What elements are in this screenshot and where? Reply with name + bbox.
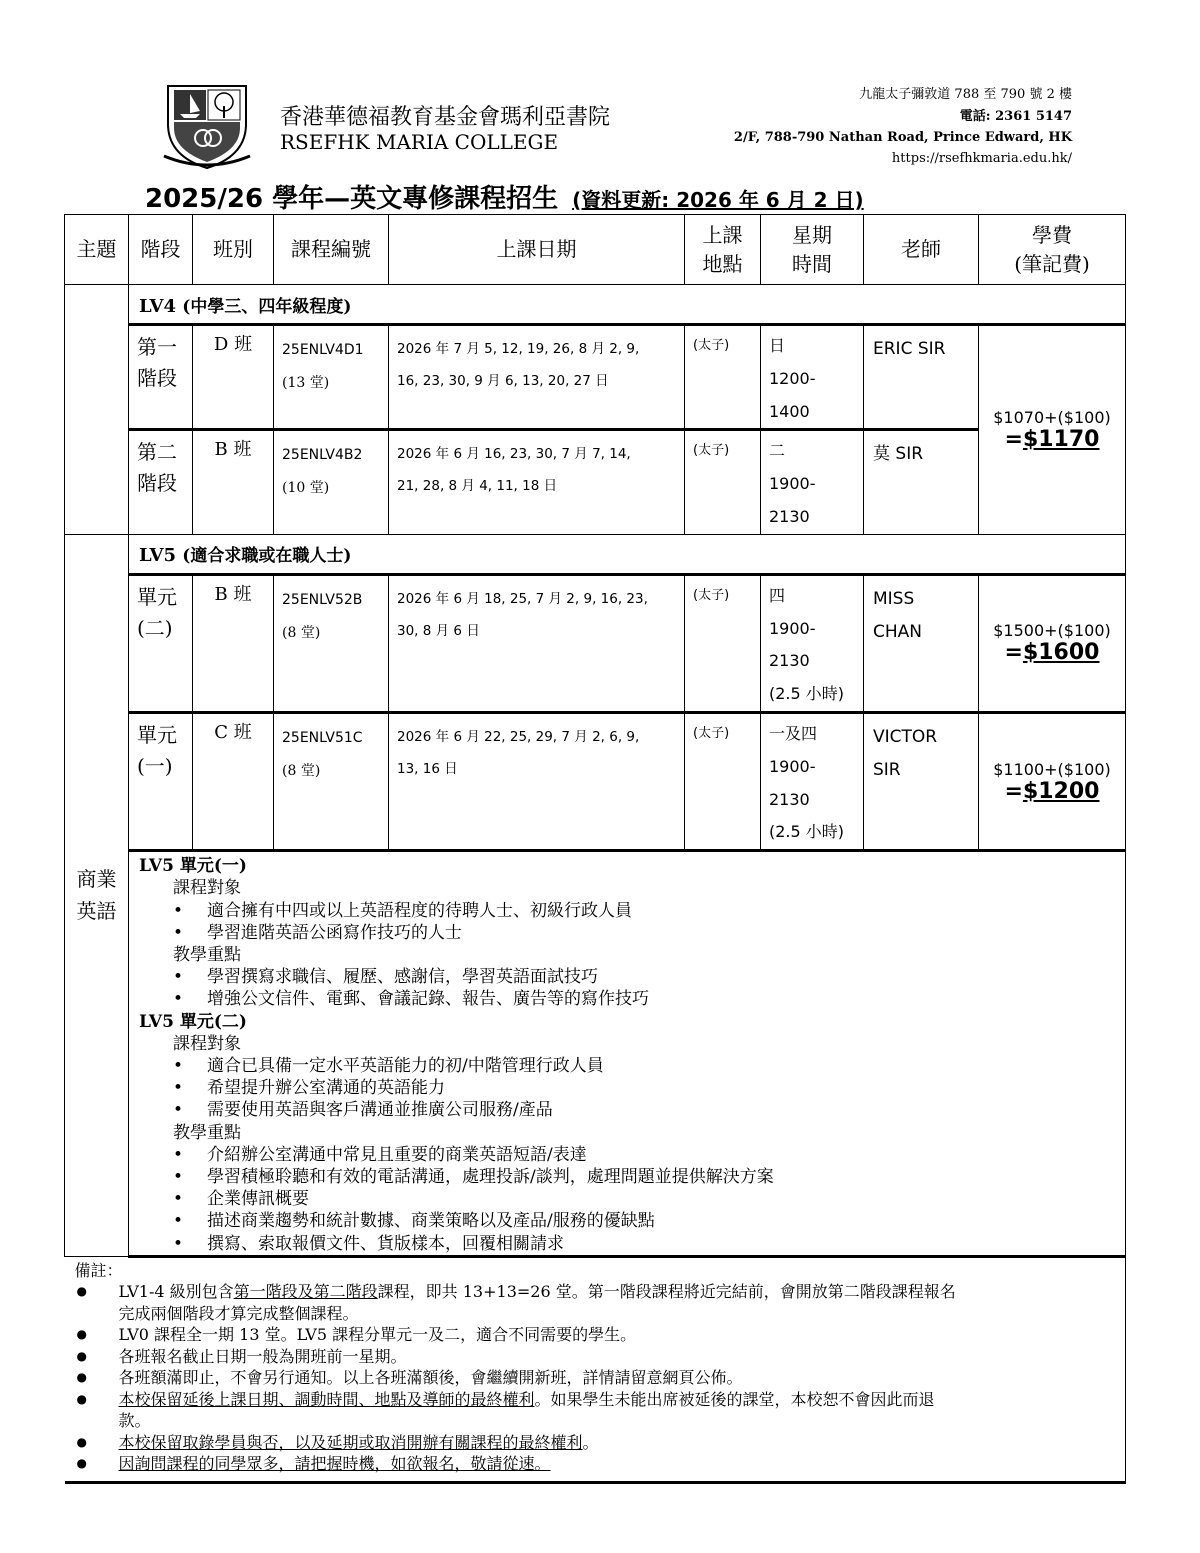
- class-cell: B 班: [193, 574, 274, 712]
- course-description: [129, 851, 1126, 1257]
- unit1-title: LV5 單元(一): [139, 856, 247, 877]
- table-row: [65, 712, 1126, 850]
- address-english: 2/F, 788-790 Nathan Road, Prince Edward, HK: [733, 130, 1072, 145]
- stage-cell: 單元 (二): [129, 574, 193, 712]
- note-item: ● 因詢問課程的同學眾多，請把握時機，如欲報名，敬請從速。: [119, 1453, 1126, 1475]
- list-item: • 希望提升辦公室溝通的英語能力: [207, 1077, 1115, 1099]
- note-item: ● 各班額滿即止，不會另行通知。以上各班滿額後，會繼續開新班，詳情請留意網頁公佈。: [119, 1367, 1126, 1389]
- header-topic: 主題: [65, 215, 129, 285]
- stage-cell: 第一 階段: [129, 325, 193, 430]
- fee-cell: $1100+($100) =$1200: [979, 712, 1126, 850]
- code-cell: 25ENLV4D1 (13 堂): [274, 325, 389, 430]
- unit2-target-title: 課程對象: [173, 1033, 241, 1054]
- dates-cell: 2026 年 7 月 5, 12, 19, 26, 8 月 2, 9, 16, 23, 30, 9 月 6, 13, 20, 27 日: [389, 325, 685, 430]
- notes-row: [65, 1256, 1126, 1482]
- stage-cell: 單元 (一): [129, 712, 193, 850]
- teacher-cell: MISS CHAN: [864, 574, 979, 712]
- table-header-row: [65, 215, 1126, 285]
- note-item: ● 本校保留延後上課日期、調動時間、地點及導師的最終權利。如果學生未能出席被延後的課堂，本校恕不會因此而退 款。: [119, 1389, 1126, 1432]
- list-item: • 學習撰寫求職信、履歷、感謝信，學習英語面試技巧: [207, 966, 1115, 988]
- unit1-focus-title: 教學重點: [173, 944, 241, 965]
- update-date: (資料更新: 2026 年 6 月 2 日): [572, 188, 864, 212]
- school-name-chinese: 香港華德福教育基金會瑪利亞書院: [280, 105, 611, 130]
- code-cell: 25ENLV51C (8 堂): [274, 712, 389, 850]
- class-cell: C 班: [193, 712, 274, 850]
- header-stage: 階段: [129, 215, 193, 285]
- table-row: [65, 574, 1126, 712]
- header-class: 班別: [193, 215, 274, 285]
- header-time: 星期 時間: [761, 215, 864, 285]
- list-item: • 適合已具備一定水平英語能力的初/中階管理行政人員: [207, 1055, 1115, 1077]
- note-item: ● 各班報名截止日期一般為開班前一星期。: [119, 1346, 1126, 1368]
- teacher-cell: VICTOR SIR: [864, 712, 979, 850]
- location-cell: (太子): [685, 574, 761, 712]
- lv4-section-label: LV4 (中學三、四年級程度): [129, 285, 1126, 325]
- class-cell: B 班: [193, 430, 274, 534]
- location-cell: (太子): [685, 325, 761, 430]
- phone: 電話: 2361 5147: [959, 109, 1072, 124]
- course-description-row: [65, 851, 1126, 1257]
- class-cell: D 班: [193, 325, 274, 430]
- lv5-section-label: LV5 (適合求職或在職人士): [129, 534, 1126, 574]
- lv4-section-row: [65, 285, 1126, 325]
- time-cell: 四 1900- 2130 (2.5 小時): [761, 574, 864, 712]
- fee-cell-lv4: $1070+($100) =$1170: [979, 325, 1126, 535]
- header-dates: 上課日期: [389, 215, 685, 285]
- dates-cell: 2026 年 6 月 22, 25, 29, 7 月 2, 6, 9, 13, 16 日: [389, 712, 685, 850]
- teacher-cell: 莫 SIR: [864, 430, 979, 534]
- unit2-focus-title: 教學重點: [173, 1122, 241, 1143]
- list-item: • 描述商業趨勢和統計數據、商業策略以及產品/服務的優缺點: [207, 1210, 1115, 1232]
- time-cell: 二 1900- 2130: [761, 430, 864, 534]
- header-fee: 學費 (筆記費): [979, 215, 1126, 285]
- teacher-cell: ERIC SIR: [864, 325, 979, 430]
- dates-cell: 2026 年 6 月 16, 23, 30, 7 月 7, 14, 21, 28, 8 月 4, 11, 18 日: [389, 430, 685, 534]
- location-cell: (太子): [685, 430, 761, 534]
- header-location: 上課 地點: [685, 215, 761, 285]
- website: https://rsefhkmaria.edu.hk/: [891, 151, 1072, 166]
- table-row: [65, 430, 1126, 534]
- course-table: [64, 214, 1126, 1484]
- table-row: [65, 325, 1126, 430]
- unit2-title: LV5 單元(二): [139, 1011, 247, 1032]
- notes-section: [65, 1256, 1126, 1482]
- list-item: • 介紹辦公室溝通中常見且重要的商業英語短語/表達: [207, 1144, 1115, 1166]
- stage-cell: 第二 階段: [129, 430, 193, 534]
- header-code: 課程編號: [274, 215, 389, 285]
- list-item: • 適合擁有中四或以上英語程度的待聘人士、初級行政人員: [207, 900, 1115, 922]
- note-item: ● LV0 課程全一期 13 堂。LV5 課程分單元一及二，適合不同需要的學生。: [119, 1324, 1126, 1346]
- unit1-target-list: [139, 900, 1115, 944]
- list-item: • 撰寫、索取報價文件、貨版樣本，回覆相關請求: [207, 1233, 1115, 1255]
- code-cell: 25ENLV52B (8 堂): [274, 574, 389, 712]
- code-cell: 25ENLV4B2 (10 堂): [274, 430, 389, 534]
- list-item: • 企業傳訊概要: [207, 1188, 1115, 1210]
- list-item: • 增強公文信件、電郵、會議記錄、報告、廣告等的寫作技巧: [207, 988, 1115, 1010]
- note-item: ● 本校保留取錄學員與否，以及延期或取消開辦有關課程的最終權利。: [119, 1432, 1126, 1454]
- location-cell: (太子): [685, 712, 761, 850]
- time-cell: 一及四 1900- 2130 (2.5 小時): [761, 712, 864, 850]
- school-name-english: RSEFHK MARIA COLLEGE: [280, 130, 559, 154]
- time-cell: 日 1200- 1400: [761, 325, 864, 430]
- list-item: • 學習積極聆聽和有效的電話溝通，處理投訴/談判，處理問題並提供解決方案: [207, 1166, 1115, 1188]
- topic-cell-empty: [65, 285, 129, 535]
- page-title: 2025/26 學年—英文專修課程招生 (資料更新: 2026 年 6 月 2 日): [145, 184, 864, 214]
- address-chinese: 九龍太子彌敦道 788 至 790 號 2 樓: [859, 87, 1072, 102]
- topic-cell-business-english: 商業 英語: [65, 534, 129, 1256]
- unit2-focus-list: [139, 1144, 1115, 1255]
- school-crest-logo: [160, 76, 254, 170]
- unit2-target-list: [139, 1055, 1115, 1122]
- list-item: • 學習進階英語公函寫作技巧的人士: [207, 922, 1115, 944]
- lv5-section-row: [65, 534, 1126, 574]
- unit1-target-title: 課程對象: [173, 878, 241, 899]
- notes-title: 備註：: [74, 1260, 123, 1280]
- dates-cell: 2026 年 6 月 18, 25, 7 月 2, 9, 16, 23, 30, 8 月 6 日: [389, 574, 685, 712]
- list-item: • 需要使用英語與客戶溝通並推廣公司服務/產品: [207, 1099, 1115, 1121]
- note-item: ● LV1-4 級別包含第一階段及第二階段課程，即共 13+13=26 堂。第一階段課程將近完結前，會開放第二階段課程報名 完成兩個階段才算完成整個課程。: [119, 1281, 1126, 1324]
- notes-list: [75, 1281, 1126, 1475]
- unit1-focus-list: [139, 966, 1115, 1010]
- header-teacher: 老師: [864, 215, 979, 285]
- fee-cell: $1500+($100) =$1600: [979, 574, 1126, 712]
